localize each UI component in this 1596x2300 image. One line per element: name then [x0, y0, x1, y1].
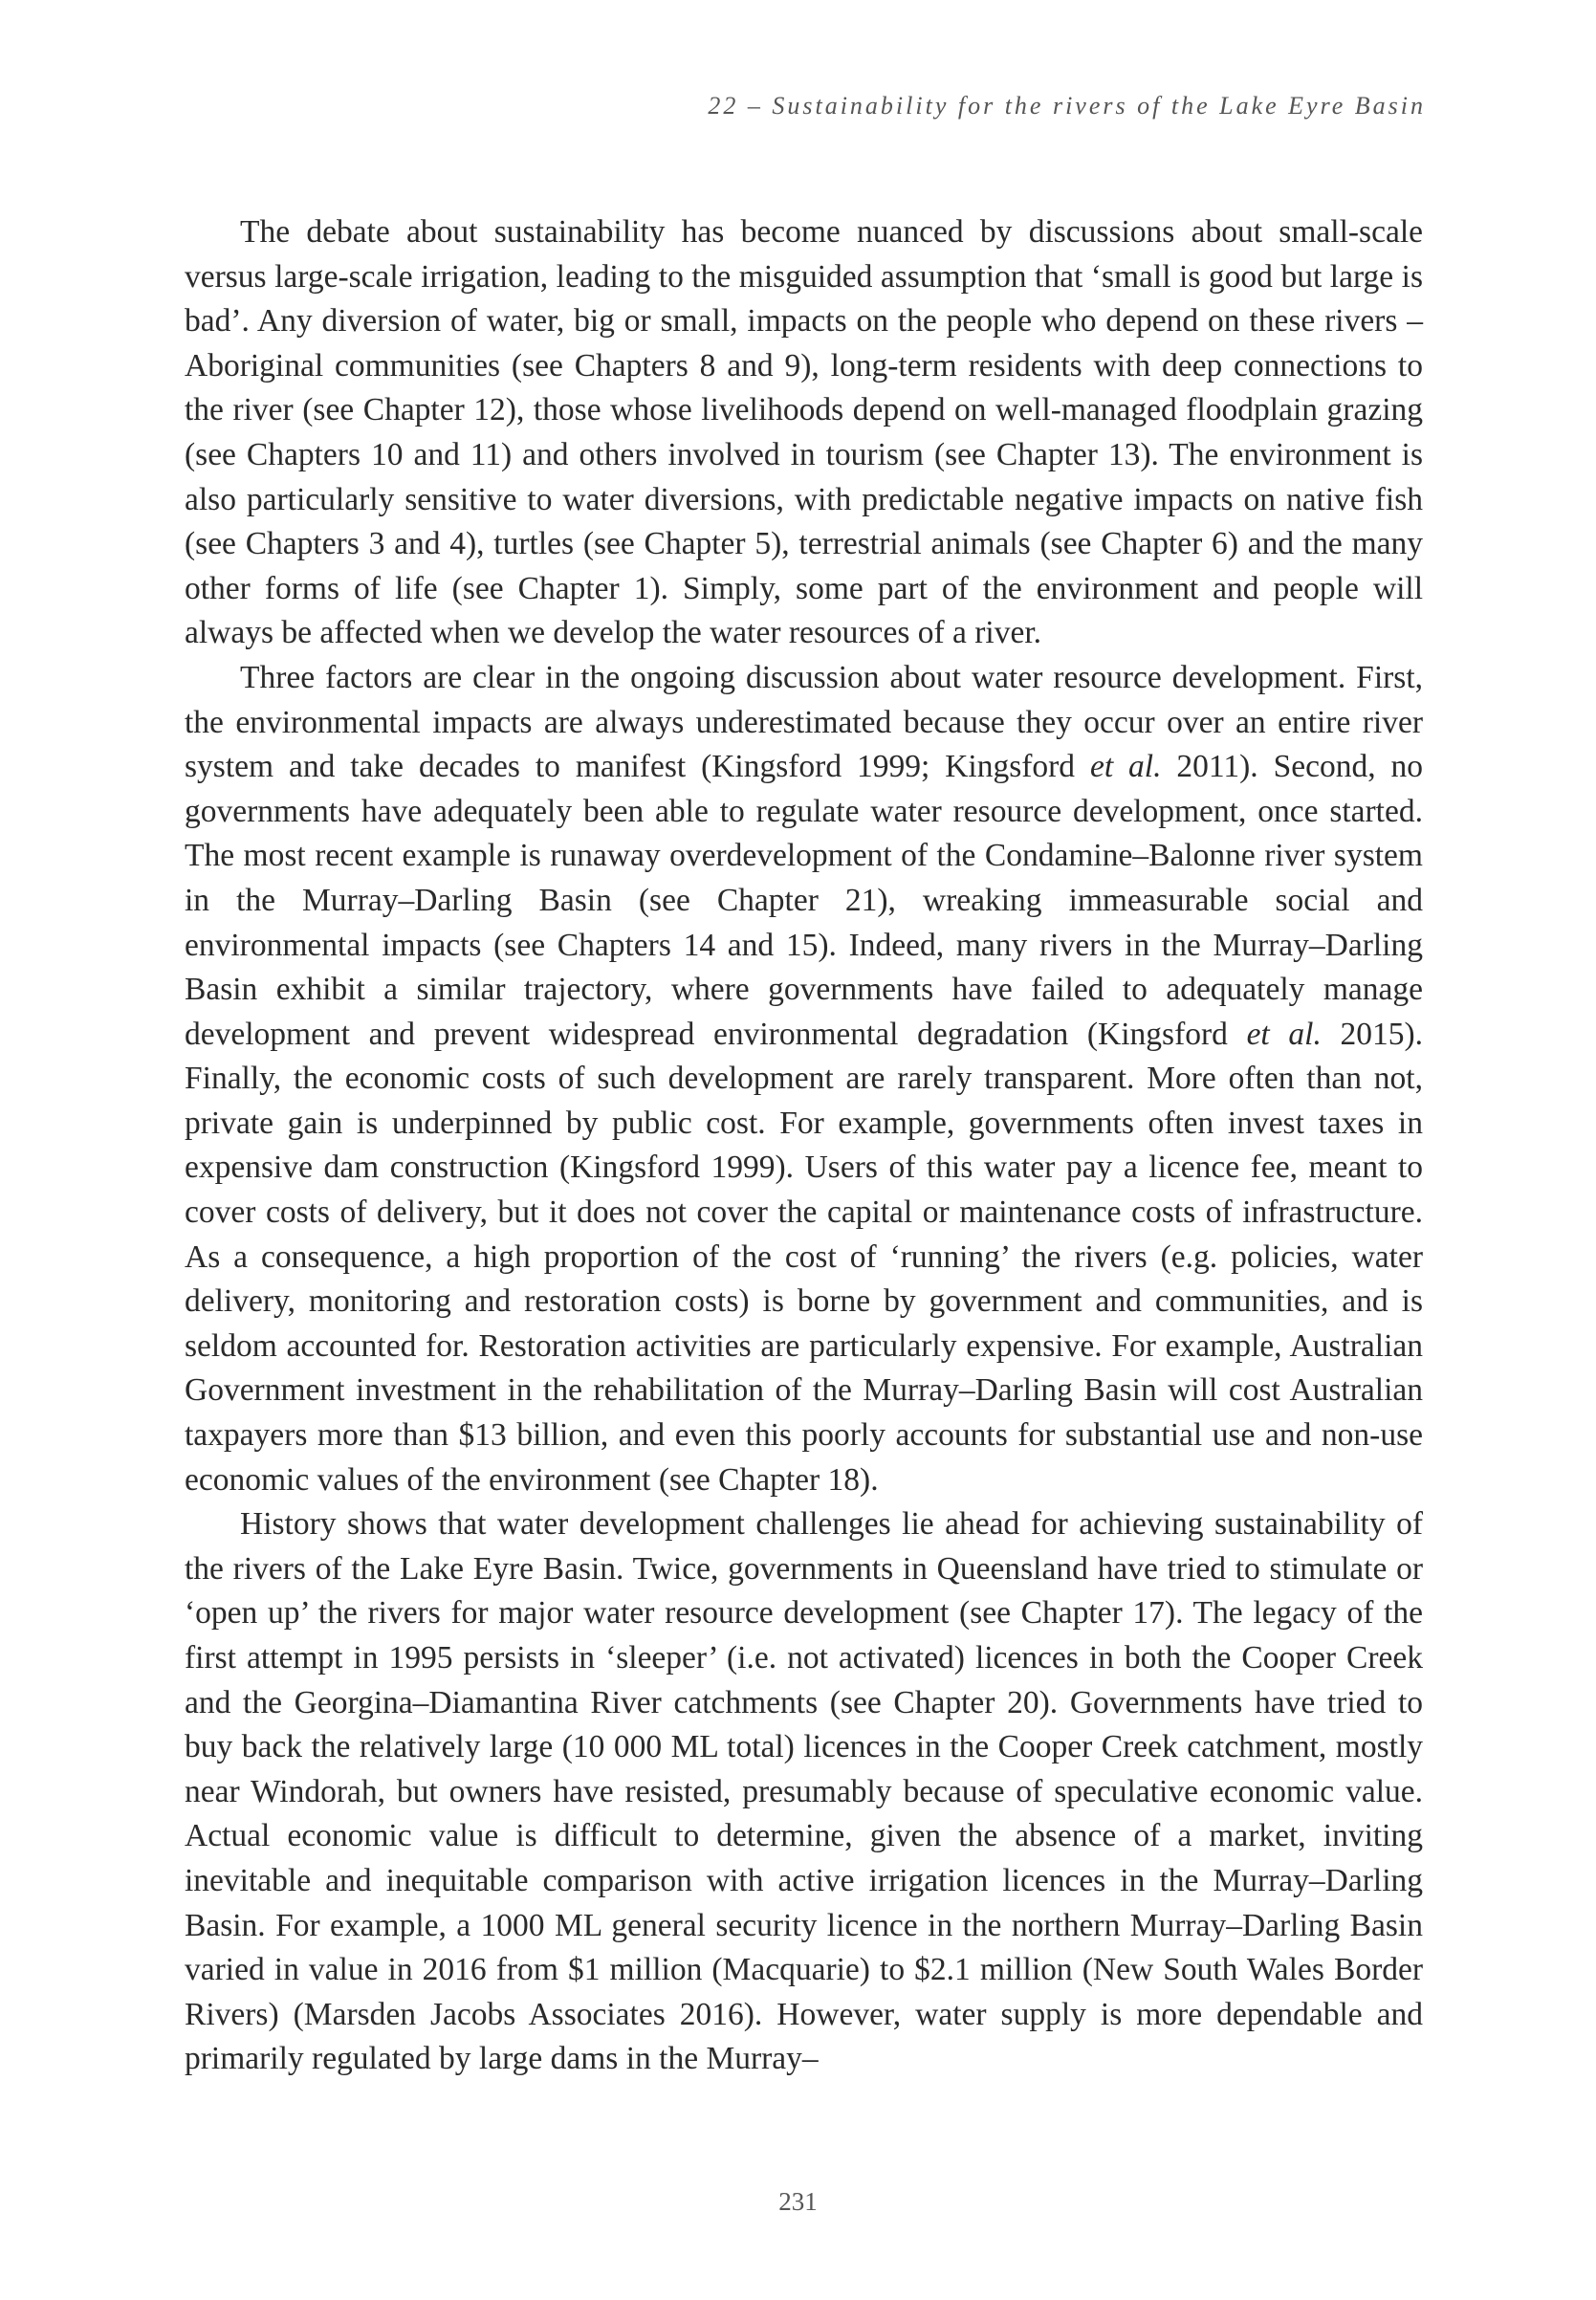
paragraph-3: History shows that water development challenges lie ahead for achieving sustainability of the rivers of the Lake Eyre Basin. Twice, governments in Queensland have tried to stimulate or ‘open up’ the rivers for major water resource development (see Chapter 17). The legacy of the first attempt in 1995 persists in ‘sleeper’ (i.e. not activated) licences in both the Cooper Creek and the Georgina–Diamantina River catchments (see Chapter 20). Governments have tried to buy back the relatively large (10 000 ML total) licences in the Cooper Creek catchment, mostly near Windorah, but owners have resisted, presumably because of speculative economic value. Actual economic value is difficult to determine, given the absence of a market, inviting inevitable and inequitable comparison with active irrigation licences in the Murray–Darling Basin. For example, a 1000 ML general security licence in the northern Murray–Darling Basin varied in value in 2016 from $1 million (Macquarie) to $2.1 million (New South Wales Border Rivers) (Marsden Jacobs Associates 2016). However, water supply is more dependable and primarily regulated by large dams in the Murray– — [185, 1506, 1423, 2077]
paragraph-2: Three factors are clear in the ongoing discussion about water resource development. First, the environmental impacts are always underestimated because they occur over an entire river system and take decades to manifest (Kingsford 1999; Kingsford et al. 2011). Second, no governments have adequately been able to regulate water resource development, once started. The most recent example is runaway overdevelopment of the Condamine–Balonne river system in the Murray–Darling Basin (see Chapter 21), wreaking immeasurable social and environmental impacts (see Chapters 14 and 15). Indeed, many rivers in the Murray–Darling Basin exhibit a similar trajectory, where governments have failed to adequately manage development and prevent widespread environmental degradation (Kingsford et al. 2015). Finally, the economic costs of such development are rarely transparent. More often than not, private gain is underpinned by public cost. For example, governments often invest taxes in expensive dam construction (Kingsford 1999). Users of this water pay a licence fee, meant to cover costs of delivery, but it does not cover the capital or maintenance costs of infrastructure. As a consequence, a high proportion of the cost of ‘running’ the rivers (e.g. policies, water delivery, monitoring and restoration costs) is borne by government and communities, and is seldom accounted for. Restoration activities are particularly expensive. For example, Australian Government investment in the rehabilitation of the Murray–Darling Basin will cost Australian taxpayers more than $13 billion, and even this poorly accounts for substantial use and non-use economic values of the environment (see Chapter 18). — [185, 659, 1424, 1498]
body-text — [185, 210, 1423, 2082]
running-header: 22 – Sustainability for the rivers of the Lake Eyre Basin — [708, 92, 1426, 120]
page-number: 231 — [778, 2187, 818, 2216]
paragraph-1: The debate about sustainability has become nuanced by discussions about small-scale versus large-scale irrigation, leading to the misguided assumption that ‘small is good but large is bad’. Any diversion of water, big or small, impacts on the people who depend on these rivers – Aboriginal communities (see Chapters 8 and 9), long-term residents with deep connections to the river (see Chapter 12), those whose livelihoods depend on well-managed floodplain grazing (see Chapters 10 and 11) and others involved in tourism (see Chapter 13). The environment is also particularly sensitive to water diversions, with predictable negative impacts on native fish (see Chapters 3 and 4), turtles (see Chapter 5), terrestrial animals (see Chapter 6) and the many other forms of life (see Chapter 1). Simply, some part of the environment and people will always be affected when we develop the water resources of a river. — [185, 214, 1423, 651]
